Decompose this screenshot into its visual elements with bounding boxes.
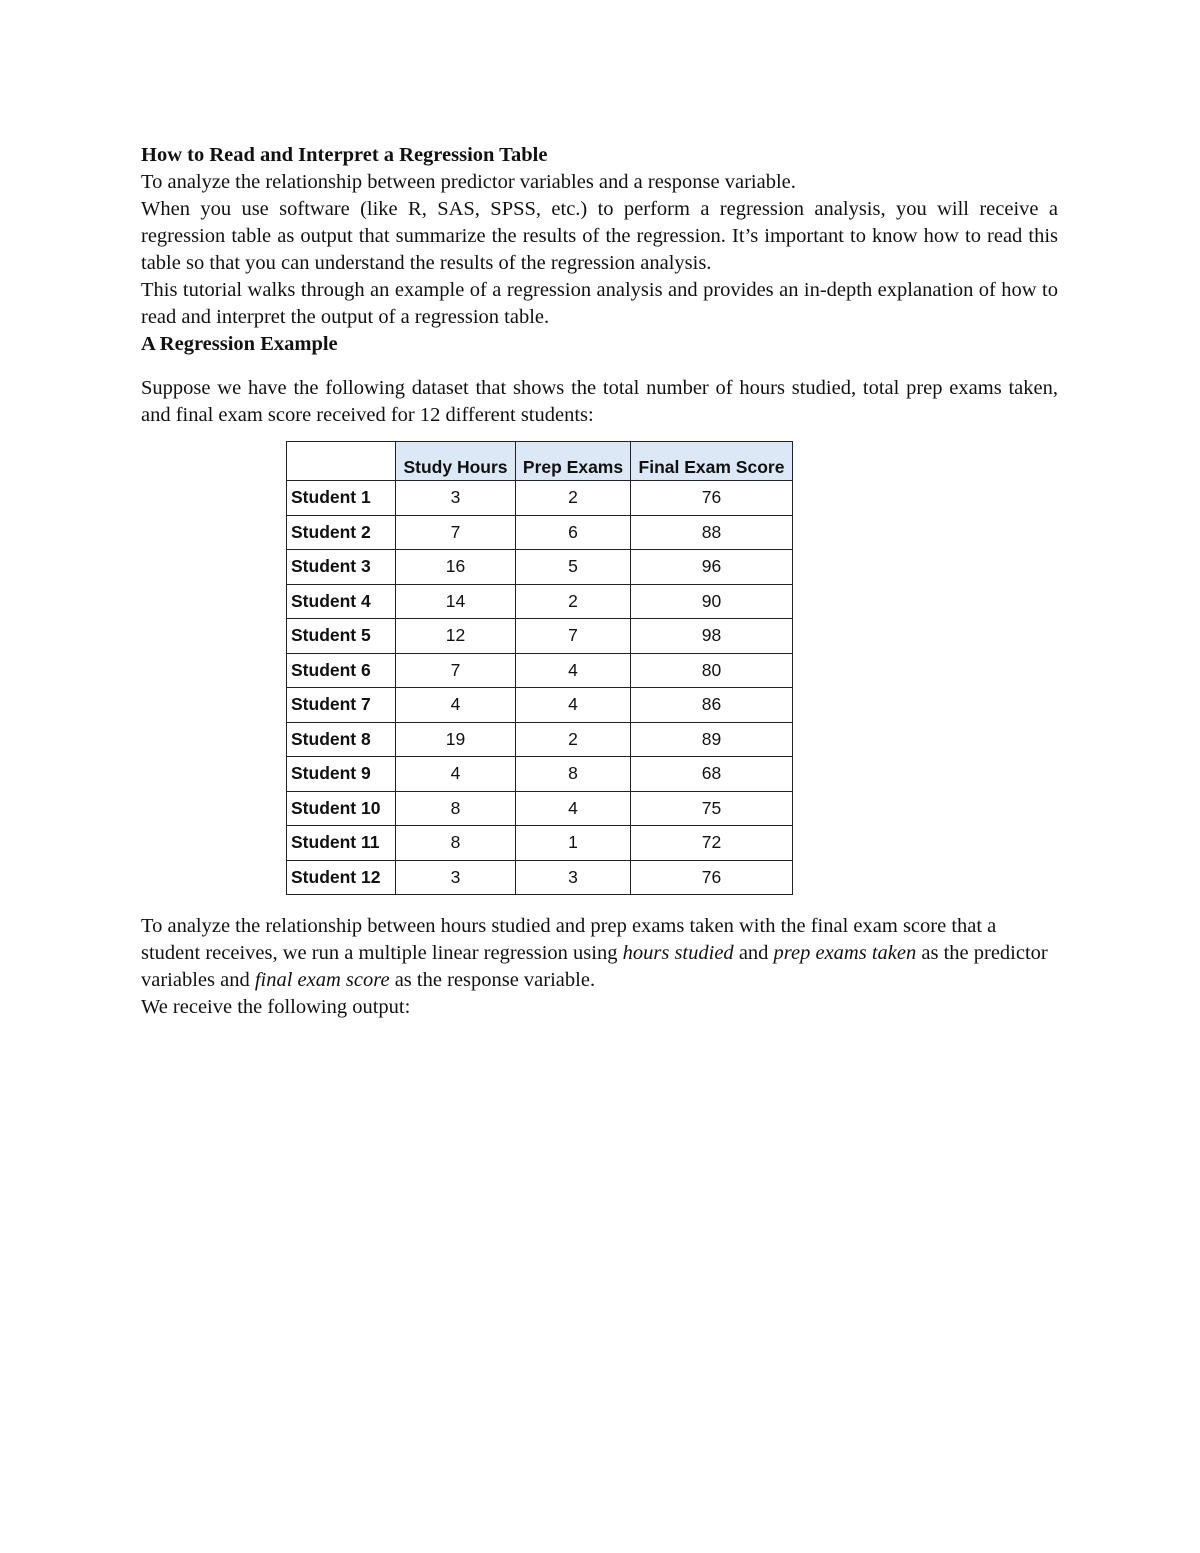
table-cell: 3	[396, 860, 516, 895]
table-cell: 72	[631, 826, 793, 861]
table-cell: 3	[396, 481, 516, 516]
analysis-text-2: and	[733, 942, 774, 964]
table-row	[287, 515, 793, 550]
row-label-cell: Student 2	[287, 515, 396, 550]
row-label-cell: Student 1	[287, 481, 396, 516]
table-corner-cell	[287, 442, 396, 481]
table-cell: 89	[631, 722, 793, 757]
table-cell: 80	[631, 653, 793, 688]
dataset-table	[286, 441, 793, 895]
table-row	[287, 481, 793, 516]
table-cell: 86	[631, 688, 793, 723]
table-row	[287, 826, 793, 861]
row-label-cell: Student 6	[287, 653, 396, 688]
analysis-text-1: To analyze the relationship between hours studied and prep exams taken with the final exam score that a student receives, we run a multiple linear regression using	[141, 915, 997, 964]
table-row	[287, 791, 793, 826]
analysis-emphasis-prep-exams: prep exams taken	[773, 942, 917, 964]
row-label-cell: Student 9	[287, 757, 396, 792]
table-cell: 19	[396, 722, 516, 757]
row-label-cell: Student 5	[287, 619, 396, 654]
table-cell: 4	[516, 688, 631, 723]
table-cell: 4	[396, 688, 516, 723]
table-cell: 4	[516, 653, 631, 688]
row-label-cell: Student 3	[287, 550, 396, 585]
table-cell: 98	[631, 619, 793, 654]
table-body	[287, 481, 793, 895]
table-header-row	[287, 442, 793, 481]
table-cell: 8	[396, 791, 516, 826]
table-cell: 16	[396, 550, 516, 585]
table-cell: 5	[516, 550, 631, 585]
row-label-cell: Student 10	[287, 791, 396, 826]
paragraph-software: When you use software (like R, SAS, SPSS, etc.) to perform a regression analysis, you will receive a regression table as output that summarize the results of the regression. It’s important to know how to read this table so that you can understand the results of the regression analysis.	[141, 198, 1058, 274]
table-row	[287, 722, 793, 757]
table-row	[287, 584, 793, 619]
row-label-cell: Student 11	[287, 826, 396, 861]
table-cell: 7	[396, 653, 516, 688]
row-label-cell: Student 4	[287, 584, 396, 619]
paragraph-output: We receive the following output:	[141, 996, 411, 1018]
paragraph-tutorial: This tutorial walks through an example of a regression analysis and provides an in-depth explanation of how to read and interpret the output of a regression table.	[141, 279, 1058, 328]
section-heading-regression-example: A Regression Example	[141, 333, 338, 355]
table-row	[287, 757, 793, 792]
table-cell: 1	[516, 826, 631, 861]
intro-line: To analyze the relationship between predictor variables and a response variable.	[141, 171, 796, 193]
table-cell: 90	[631, 584, 793, 619]
table-row	[287, 860, 793, 895]
table-cell: 2	[516, 584, 631, 619]
table-cell: 12	[396, 619, 516, 654]
table-cell: 96	[631, 550, 793, 585]
table-cell: 75	[631, 791, 793, 826]
analysis-text-4: as the response variable.	[389, 969, 596, 991]
table-cell: 88	[631, 515, 793, 550]
table-cell: 4	[516, 791, 631, 826]
table-cell: 3	[516, 860, 631, 895]
table-cell: 4	[396, 757, 516, 792]
dataset-table-wrapper	[286, 441, 1058, 895]
table-cell: 2	[516, 722, 631, 757]
analysis-emphasis-final-exam-score: final exam score	[254, 969, 390, 991]
analysis-emphasis-hours-studied: hours studied	[622, 942, 734, 964]
table-row	[287, 550, 793, 585]
table-row	[287, 653, 793, 688]
table-cell: 76	[631, 481, 793, 516]
table-cell: 6	[516, 515, 631, 550]
document-page	[141, 142, 1058, 1021]
table-row	[287, 619, 793, 654]
paragraph-dataset: Suppose we have the following dataset that shows the total number of hours studied, total prep exams taken, and final exam score received for 12 different students:	[141, 377, 1058, 426]
paragraph-analysis	[141, 913, 1058, 994]
analysis-text-3: as the predictor variables and	[141, 942, 1048, 991]
column-header-final-exam-score: Final Exam Score	[631, 442, 793, 481]
column-header-study-hours: Study Hours	[396, 442, 516, 481]
column-header-prep-exams: Prep Exams	[516, 442, 631, 481]
table-cell: 2	[516, 481, 631, 516]
table-cell: 8	[396, 826, 516, 861]
table-cell: 68	[631, 757, 793, 792]
document-heading: How to Read and Interpret a Regression Table	[141, 144, 548, 166]
row-label-cell: Student 12	[287, 860, 396, 895]
table-row	[287, 688, 793, 723]
table-cell: 14	[396, 584, 516, 619]
table-cell: 76	[631, 860, 793, 895]
table-cell: 8	[516, 757, 631, 792]
table-cell: 7	[396, 515, 516, 550]
table-cell: 7	[516, 619, 631, 654]
row-label-cell: Student 8	[287, 722, 396, 757]
row-label-cell: Student 7	[287, 688, 396, 723]
